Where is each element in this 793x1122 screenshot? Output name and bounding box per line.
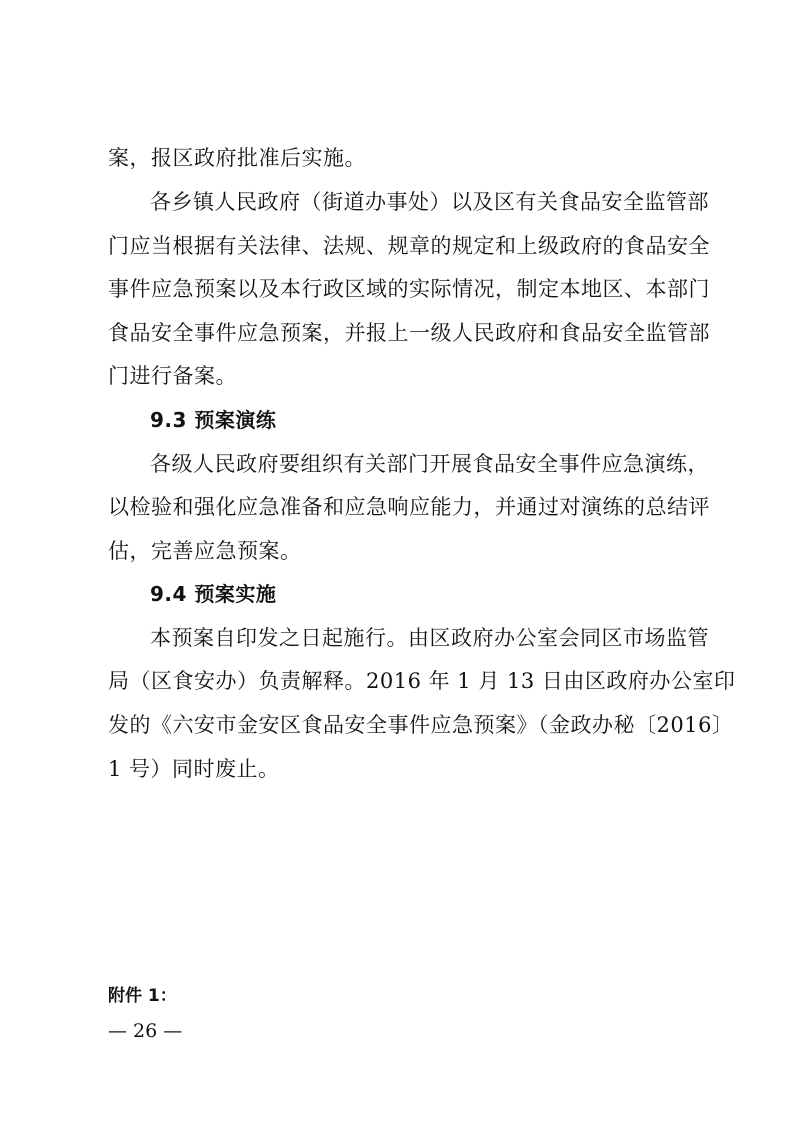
paragraph-line: 食品安全事件应急预案，并报上一级人民政府和食品安全监管部: [108, 321, 710, 345]
paragraph-line: 门进行备案。: [108, 364, 237, 388]
paragraph-line: 本预案自印发之日起施行。由区政府办公室会同区市场监管: [150, 626, 709, 650]
paragraph-line: 事件应急预案以及本行政区域的实际情况，制定本地区、本部门: [108, 277, 710, 301]
paragraph-line: 局（区食安办）负责解释。2016 年 1 月 13 日由区政府办公室印: [108, 669, 736, 693]
text-line: 案，报区政府批准后实施。: [108, 146, 366, 170]
attachment-label: 附件 1：: [108, 986, 177, 1006]
paragraph-line: 1 号）同时废止。: [108, 757, 280, 781]
paragraph-line: 以检验和强化应急准备和应急响应能力，并通过对演练的总结评: [108, 495, 710, 519]
paragraph-line: 发的《六安市金安区食品安全事件应急预案》（金政办秘〔2016〕: [108, 713, 734, 737]
paragraph-line: 估，完善应急预案。: [108, 539, 302, 563]
section-heading-9-4: 9.4 预案实施: [150, 582, 277, 606]
paragraph-line: 门应当根据有关法律、法规、规章的规定和上级政府的食品安全: [108, 234, 710, 258]
paragraph-line: 各乡镇人民政府（街道办事处）以及区有关食品安全监管部: [150, 190, 709, 214]
page-number: — 26 —: [108, 1020, 183, 1042]
paragraph-line: 各级人民政府要组织有关部门开展食品安全事件应急演练，: [150, 452, 709, 476]
section-heading-9-3: 9.3 预案演练: [150, 408, 277, 432]
